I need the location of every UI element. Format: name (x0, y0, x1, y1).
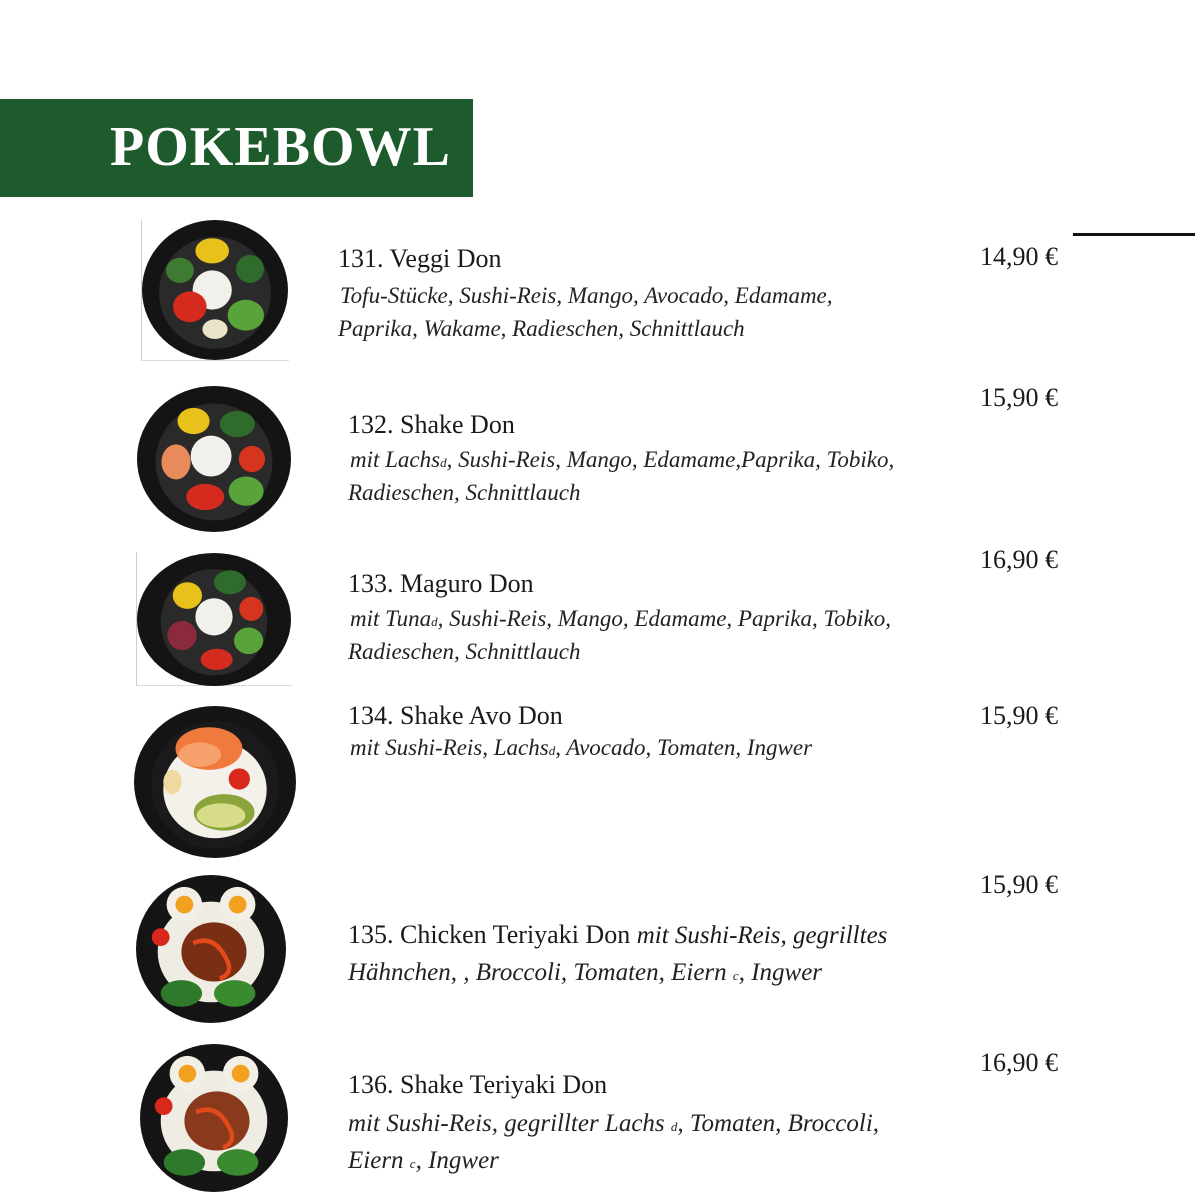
item-price: 15,90 € (980, 870, 1058, 899)
item-description: Radieschen, Schnittlauch (348, 480, 581, 505)
allergen-code: d (670, 1119, 678, 1134)
item-title: 136. Shake Teriyaki Don (348, 1070, 608, 1099)
item-price: 16,90 € (980, 545, 1058, 574)
divider-line (1073, 233, 1195, 236)
allergen-code: d (548, 743, 556, 758)
shake-avo-don-image (134, 706, 296, 858)
allergen-code: c (409, 1156, 416, 1171)
item-description: Tofu-Stücke, Sushi-Reis, Mango, Avocado, Edamame, (340, 283, 833, 308)
item-description: Eiern c, Ingwer (348, 1147, 499, 1174)
item-price: 15,90 € (980, 701, 1058, 730)
allergen-code: d (440, 455, 447, 470)
shake-teriyaki-don-image (140, 1044, 288, 1192)
item-description-inline: mit Sushi-Reis, gegrilltes (636, 922, 888, 949)
item-title: 133. Maguro Don (348, 569, 534, 598)
item-description: Hähnchen, , Broccoli, Tomaten, Eiern c, Ingwer (348, 959, 823, 986)
item-description: mit Sushi-Reis, gegrillter Lachs d, Tomaten, Broccoli, (348, 1110, 880, 1137)
item-price: 15,90 € (980, 383, 1058, 412)
item-price: 16,90 € (980, 1048, 1058, 1077)
maguro-don-image (137, 553, 291, 686)
chicken-teriyaki-don-image (136, 875, 286, 1023)
item-description: mit Sushi-Reis, Lachsd, Avocado, Tomaten, Ingwer (350, 735, 813, 760)
veggi-don-image (142, 220, 288, 360)
item-description: Radieschen, Schnittlauch (348, 639, 581, 664)
item-price: 14,90 € (980, 242, 1058, 271)
item-title: 134. Shake Avo Don (348, 701, 563, 730)
item-title: 135. Chicken Teriyaki Don mit Sushi-Reis, gegrilltes (348, 920, 888, 949)
allergen-code: d (431, 614, 438, 629)
page-title: POKEBOWL (110, 116, 451, 178)
item-description: mit Tunad, Sushi-Reis, Mango, Edamame, Paprika, Tobiko, (350, 606, 892, 631)
item-description: Paprika, Wakame, Radieschen, Schnittlauch (338, 316, 745, 341)
item-title: 132. Shake Don (348, 410, 515, 439)
item-description: mit Lachsd, Sushi-Reis, Mango, Edamame,Paprika, Tobiko, (350, 447, 895, 472)
item-title: 131. Veggi Don (338, 244, 502, 273)
allergen-code: c (732, 968, 739, 983)
shake-don-image (137, 386, 291, 532)
